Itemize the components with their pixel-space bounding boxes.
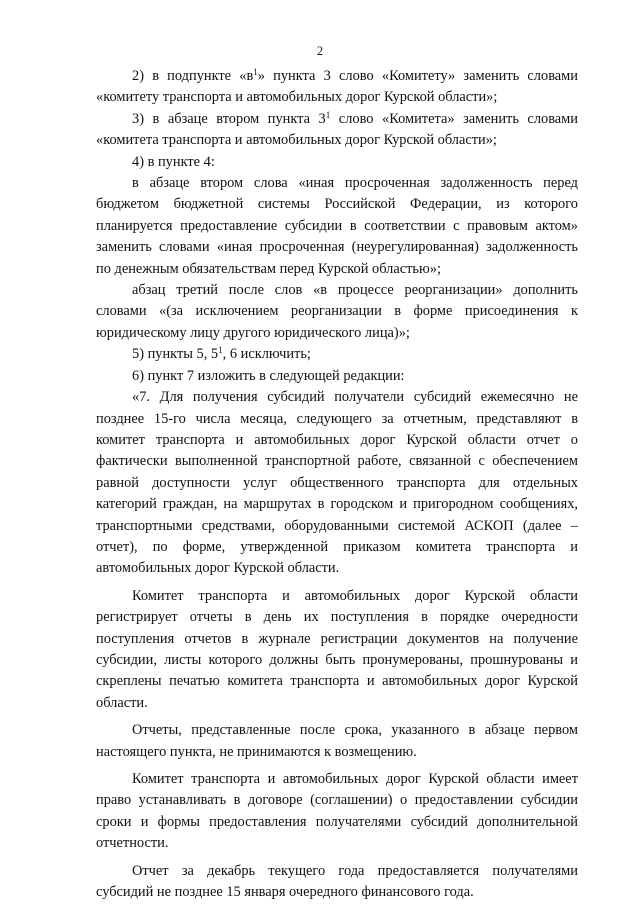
document-body <box>96 66 578 903</box>
paragraph-item-2: 2) в подпункте «$в^1$» пункта 3 слово «Комитету» заменить словами «комитету транспорта и автомобильных дорог Курской области»; <box>96 67 578 106</box>
paragraph-december-report: Отчет за декабрь текущего года предоставляется получателями субсидий не позднее 15 января очередного финансового года. <box>96 862 578 901</box>
paragraph-item-4-abzac-2: в абзаце втором слова «иная просроченная задолженность перед бюджетом бюджетной системы Российской Федерации, из которого планируется предоставление субсидии в соответствии с правовым актом» заменить словами «иная просроченная (неурегулированная) задолженность по денежным обязательствам перед Курской областью»; <box>96 175 578 277</box>
paragraph-item-6: 6) пункт 7 изложить в следующей редакции: <box>132 367 405 384</box>
superscript-index: 1 <box>218 345 223 356</box>
paragraph-item-4: 4) в пункте 4: <box>132 153 215 170</box>
page-number: 2 <box>316 44 324 58</box>
superscript-index: 1 <box>325 109 331 120</box>
superscript-index: 1 <box>253 67 258 77</box>
paragraph-item-5: 5) пункты 5, $5^1$, 6 исключить; <box>132 345 311 363</box>
paragraph-registration: Комитет транспорта и автомобильных дорог Курской области регистрирует отчеты в день их поступления в порядке очередности поступления отчетов в журнале регистрации документов на получение субсидии, листы которого должны быть пронумерованы, прошнурованы и скреплены печатью комитета транспорта и автомобильных дорог Курской области. <box>96 587 578 711</box>
paragraph-late-reports: Отчеты, представленные после срока, указанного в абзаце первом настоящего пункта, не принимаются к возмещению. <box>96 722 578 760</box>
paragraph-item-3: 3) в абзаце втором пункта $3^1$ слово «Комитета» заменить словами «комитета транспорта и автомобильных дорог Курской области»; <box>96 109 578 149</box>
paragraph-item-4-abzac-3: абзац третий после слов «в процессе реорганизации» дополнить словами «(за исключением реорганизации в форме присоединения к юридическому лицу другого юридического лица)»; <box>96 282 578 341</box>
paragraph-additional-reporting: Комитет транспорта и автомобильных дорог Курской области имеет право устанавливать в договоре (соглашении) о предоставлении субсидии сроки и формы предоставления получателями субсидий дополнительной отчетности. <box>96 771 578 852</box>
paragraph-point-7: «7. Для получения субсидий получатели субсидий ежемесячно не позднее 15-го числа месяца, следующего за отчетным, представляют в комитет транспорта и автомобильных дорог Курской области отчет о фактически выполненной транспортной работе, связанной с обеспечением равной доступности услуг общественного транспорта для отдельных категорий граждан, на маршрутах в городском и пригородном сообщениях, транспортными средствами, оборудованными системой АСКОП (далее – отчет), по форме, утвержденной приказом комитета транспорта и автомобильных дорог Курской области. <box>96 389 578 577</box>
